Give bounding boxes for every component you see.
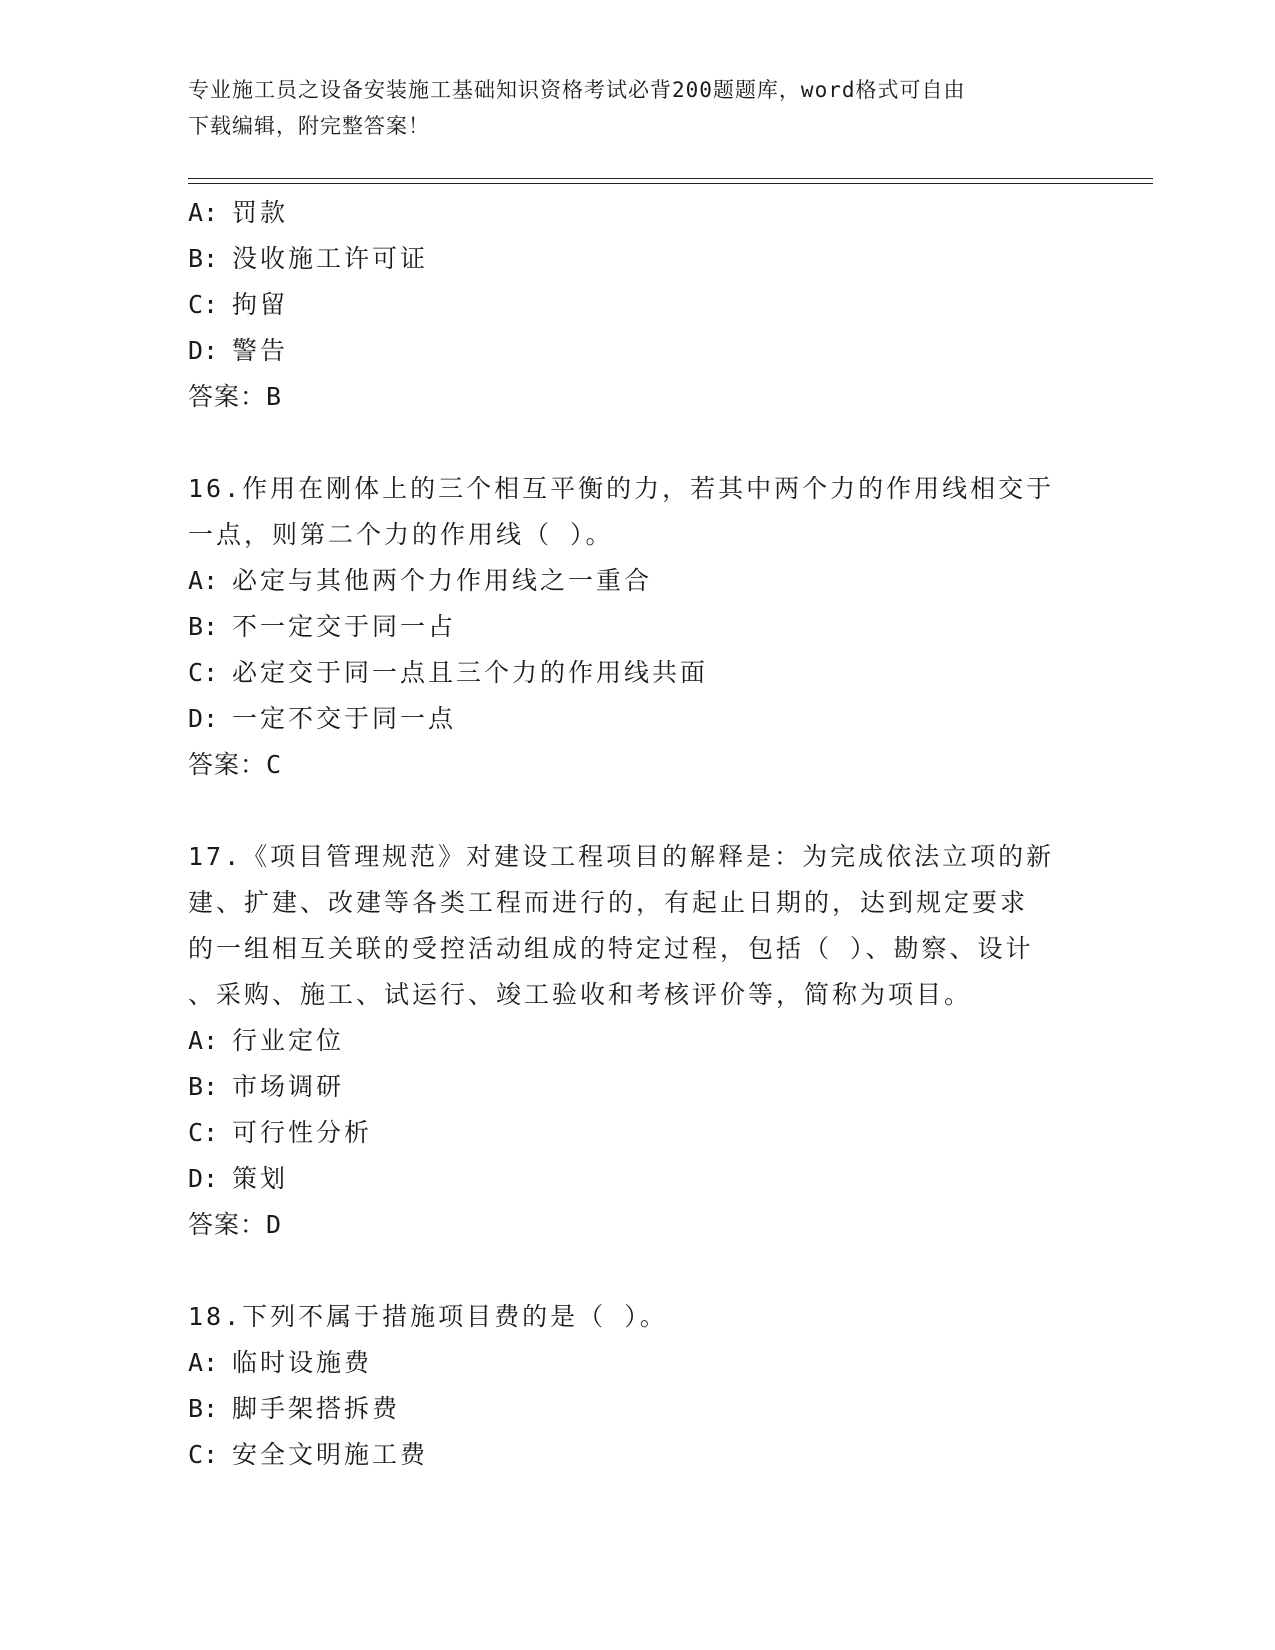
- header-divider-bottom: [188, 183, 1153, 184]
- question-18: [188, 1294, 1088, 1478]
- question-16: [188, 466, 1088, 788]
- question-text-line: 、采购、施工、试运行、竣工验收和考核评价等，简称为项目。: [188, 980, 973, 1009]
- question-text-line: 18.下列不属于措施项目费的是（ ）。: [188, 1302, 668, 1331]
- answer-line: 答案：D: [188, 1210, 283, 1239]
- option-d: D: 策划: [188, 1164, 289, 1193]
- option-c: C: 安全文明施工费: [188, 1440, 429, 1469]
- question-list: [188, 190, 1088, 1478]
- option-a: A: 罚款: [188, 198, 289, 227]
- answer-line: 答案：B: [188, 382, 283, 411]
- header-divider-top: [188, 178, 1153, 179]
- option-b: B: 不一定交于同一占: [188, 612, 457, 641]
- option-c: C: 可行性分析: [188, 1118, 373, 1147]
- option-c: C: 拘留: [188, 290, 289, 319]
- option-b: B: 没收施工许可证: [188, 244, 429, 273]
- question-text-line: 建、扩建、改建等各类工程而进行的，有起止日期的，达到规定要求: [188, 888, 1029, 917]
- spacer: [188, 1248, 1088, 1294]
- answer-line: 答案：C: [188, 750, 283, 779]
- option-c: C: 必定交于同一点且三个力的作用线共面: [188, 658, 709, 687]
- spacer: [188, 420, 1088, 466]
- header-line-2: 下载编辑，附完整答案！: [188, 114, 430, 138]
- question-text-line: 16.作用在刚体上的三个相互平衡的力，若其中两个力的作用线相交于: [188, 474, 1055, 503]
- question-text-line: 的一组相互关联的受控活动组成的特定过程，包括（ ）、勘察、设计: [188, 934, 1034, 963]
- prev-question: [188, 190, 1088, 420]
- header-line-1: 专业施工员之设备安装施工基础知识资格考试必背200题题库，word格式可自由: [188, 78, 966, 102]
- question-text-line: 一点，则第二个力的作用线（ ）。: [188, 520, 614, 549]
- option-b: B: 脚手架搭拆费: [188, 1394, 401, 1423]
- option-a: A: 临时设施费: [188, 1348, 373, 1377]
- question-17: [188, 834, 1088, 1248]
- option-d: D: 警告: [188, 336, 289, 365]
- option-d: D: 一定不交于同一点: [188, 704, 457, 733]
- question-text-line: 17.《项目管理规范》对建设工程项目的解释是：为完成依法立项的新: [188, 842, 1055, 871]
- spacer: [188, 788, 1088, 834]
- option-a: A: 行业定位: [188, 1026, 345, 1055]
- option-b: B: 市场调研: [188, 1072, 345, 1101]
- option-a: A: 必定与其他两个力作用线之一重合: [188, 566, 653, 595]
- document-header: [188, 72, 1088, 144]
